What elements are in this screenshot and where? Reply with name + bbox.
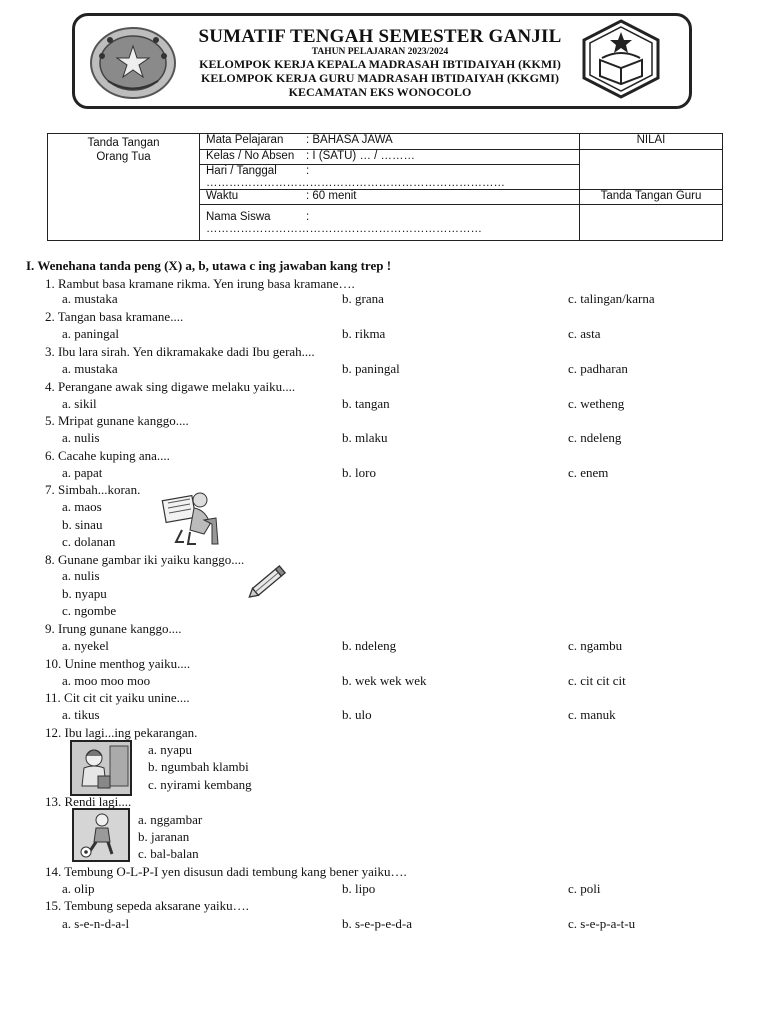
q10-option-b[interactable]: b. wek wek wek	[342, 673, 427, 688]
q14-option-a[interactable]: a. olip	[62, 881, 95, 896]
subject-value: : BAHASA JAWA	[306, 134, 393, 146]
q13-option-b[interactable]: b. jaranan	[138, 829, 190, 844]
teacher-signature-label: Tanda Tangan Guru	[580, 190, 723, 205]
name-label: Nama Siswa	[206, 210, 271, 223]
parent-signature-label: Tanda Tangan	[87, 137, 160, 149]
question-1: 1. Rambut basa kramane rikma. Yen irung basa kramane….	[45, 276, 355, 291]
q7-option-c[interactable]: c. dolanan	[62, 534, 116, 549]
question-15: 15. Tembung sepeda aksarane yaiku….	[45, 898, 249, 913]
q8-option-a[interactable]: a. nulis	[62, 568, 100, 583]
time-row	[200, 190, 580, 205]
q7-option-b[interactable]: b. sinau	[62, 517, 103, 532]
q5-option-b[interactable]: b. mlaku	[342, 430, 388, 445]
q1-option-a[interactable]: a. mustaka	[62, 291, 118, 306]
question-7: 7. Simbah...koran.	[45, 482, 141, 497]
kkmi-emblem-icon	[88, 26, 178, 100]
score-header: NILAI	[580, 134, 723, 150]
question-3: 3. Ibu lara sirah. Yen dikramakake dadi Ibu gerah....	[45, 344, 315, 359]
grandpa-reading-newspaper-image	[160, 490, 220, 548]
q15-option-a[interactable]: a. s-e-n-d-a-l	[62, 916, 130, 931]
q2-option-b[interactable]: b. rikma	[342, 326, 386, 341]
question-5: 5. Mripat gunane kanggo....	[45, 413, 189, 428]
q4-option-c[interactable]: c. wetheng	[568, 396, 625, 411]
q13-option-c[interactable]: c. bal-balan	[138, 846, 199, 861]
q4-option-a[interactable]: a. sikil	[62, 396, 97, 411]
section-instruction: I. Wenehana tanda peng (X) a, b, utawa c ing jawaban kang trep !	[26, 258, 392, 273]
q2-option-a[interactable]: a. paningal	[62, 326, 120, 341]
header-line-kkgmi: KELOMPOK KERJA GURU MADRASAH IBTIDAIYAH (KKGMI)	[201, 71, 559, 85]
question-11: 11. Cit cit cit yaiku unine....	[45, 690, 190, 705]
question-14: 14. Tembung O-L-P-I yen disusun dadi tembung kang bener yaiku….	[45, 864, 407, 879]
class-label: Kelas / No Absen	[206, 150, 295, 162]
time-label: Waktu	[206, 190, 239, 202]
question-2: 2. Tangan basa kramane....	[45, 309, 184, 324]
q8-option-b[interactable]: b. nyapu	[62, 586, 107, 601]
q6-option-c[interactable]: c. enem	[568, 465, 609, 480]
subject-row	[200, 134, 580, 150]
q8-option-c[interactable]: c. ngombe	[62, 603, 117, 618]
time-value: : 60 menit	[306, 190, 357, 202]
mother-cleaning-image	[70, 740, 132, 796]
pencil-image	[246, 562, 290, 602]
header-year: TAHUN PELAJARAN 2023/2024	[311, 47, 449, 57]
parent-signature-cell[interactable]	[48, 134, 200, 241]
q7-option-a[interactable]: a. maos	[62, 499, 102, 514]
question-12: 12. Ibu lagi...ing pekarangan.	[45, 725, 198, 740]
teacher-signature-box[interactable]	[580, 205, 723, 241]
question-8: 8. Gunane gambar iki yaiku kanggo....	[45, 552, 245, 567]
q12-option-c[interactable]: c. nyirami kembang	[148, 777, 252, 792]
q12-option-a[interactable]: a. nyapu	[148, 742, 193, 757]
q10-option-a[interactable]: a. moo moo moo	[62, 673, 151, 688]
q11-option-b[interactable]: b. ulo	[342, 707, 372, 722]
q13-option-a[interactable]: a. nggambar	[138, 812, 203, 827]
q11-option-c[interactable]: c. manuk	[568, 707, 616, 722]
name-row[interactable]	[200, 205, 580, 241]
q14-option-b[interactable]: b. lipo	[342, 881, 376, 896]
q5-option-a[interactable]: a. nulis	[62, 430, 100, 445]
score-box[interactable]	[580, 150, 723, 190]
name-value: : ………………………………………………………………	[206, 210, 482, 235]
question-6: 6. Cacahe kuping ana....	[45, 448, 170, 463]
boy-playing-ball-image	[72, 808, 130, 862]
question-4: 4. Perangane awak sing digawe melaku yaiku....	[45, 379, 296, 394]
class-value: : I (SATU) … / ………	[306, 150, 416, 162]
q12-option-b[interactable]: b. ngumbah klambi	[148, 759, 249, 774]
q15-option-c[interactable]: c. s-e-p-a-t-u	[568, 916, 636, 931]
q5-option-c[interactable]: c. ndeleng	[568, 430, 622, 445]
q10-option-c[interactable]: c. cit cit cit	[568, 673, 626, 688]
day-label: Hari / Tanggal	[206, 165, 277, 177]
q6-option-b[interactable]: b. loro	[342, 465, 376, 480]
day-value: : ……………………………………………………………………	[206, 165, 505, 189]
q14-option-c[interactable]: c. poli	[568, 881, 601, 896]
day-row[interactable]	[200, 165, 580, 190]
class-row[interactable]	[200, 150, 580, 165]
subject-label: Mata Pelajaran	[206, 134, 284, 146]
q11-option-a[interactable]: a. tikus	[62, 707, 100, 722]
question-10: 10. Unine menthog yaiku....	[45, 656, 191, 671]
header-line-district: KECAMATAN EKS WONOCOLO	[288, 85, 472, 99]
header-line-kkmi: KELOMPOK KERJA KEPALA MADRASAH IBTIDAIYAH (KKMI)	[199, 57, 561, 71]
question-13: 13. Rendi lagi....	[45, 794, 132, 809]
ministry-of-religion-emblem-icon	[580, 18, 662, 100]
header-title: SUMATIF TENGAH SEMESTER GANJIL	[198, 26, 562, 47]
q15-option-b[interactable]: b. s-e-p-e-d-a	[342, 916, 413, 931]
q1-option-c[interactable]: c. talingan/karna	[568, 291, 655, 306]
q2-option-c[interactable]: c. asta	[568, 326, 601, 341]
q3-option-c[interactable]: c. padharan	[568, 361, 628, 376]
question-9: 9. Irung gunane kanggo....	[45, 621, 182, 636]
q6-option-a[interactable]: a. papat	[62, 465, 103, 480]
q3-option-a[interactable]: a. mustaka	[62, 361, 118, 376]
identity-table	[47, 133, 723, 241]
q4-option-b[interactable]: b. tangan	[342, 396, 390, 411]
q9-option-b[interactable]: b. ndeleng	[342, 638, 397, 653]
q9-option-a[interactable]: a. nyekel	[62, 638, 109, 653]
parent-signature-label-2: Orang Tua	[96, 151, 151, 163]
q1-option-b[interactable]: b. grana	[342, 291, 384, 306]
q9-option-c[interactable]: c. ngambu	[568, 638, 623, 653]
q3-option-b[interactable]: b. paningal	[342, 361, 400, 376]
